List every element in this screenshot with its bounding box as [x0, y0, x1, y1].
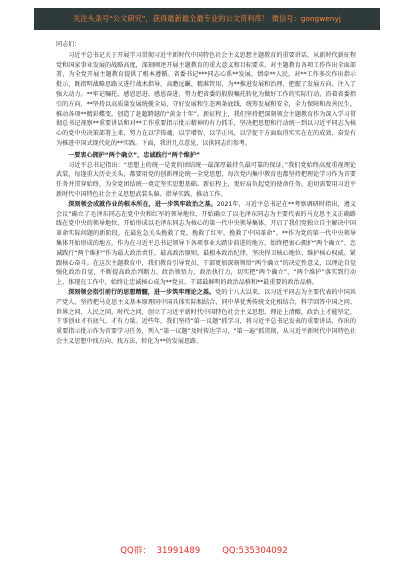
header-banner: 关注头条号"公文研究"，获得最新最全最专业的公文资料库！ 微信号：gongwenyj: [34, 8, 380, 30]
paragraph-section-3: [56, 288, 356, 347]
greeting: 同志们：: [56, 41, 81, 48]
paragraph-intro: 习近平总书记关于开展学习贯彻习近平新时代中国特色社会主义思想主题教育的重要讲话，从新时代新征程党和国家事业发展的战略高度，深刻阐述开展主题教育的重大意义和目标要求，对主题教育各项工作作出全面部署，为全党开展主题教育提供了根本遵循。省委书记***同志心系**发展、情牵**人民，对**工作多次作出指示批示，既指明战略思路又进行战术指导，高瞻远瞩、精准管用，为**推进发展和治理、把握了发展方向、注入了强大动力。**牢记嘱托、感恩思进、感恩奋进，努力把省委的殷殷嘱托转化为做好工作的实际行动，沿着省委指引的方向，**坚持以高质量发展统揽全局，守好发展和生态两条底线，统筹发展和安全，全力保障和改善民生，推动各项**精彩蝶变。创造了赶超跨越的“黄金十年”。新征程上，我们坚持把深刻领会主题教育作为深入学习贯彻总书记视察**重要讲话和对**工作重要指示批示精神的有力抓手，坚决把思想和行动统一到以习近平同志为核心的党中央决策部署上来，努力在以学铸魂、以学增智、以学正风、以学促干方面取得实实在在的成效，奋发有为推进中国式现代化的**实践。下面，我讲几点意见，以供同志们参考。: [56, 51, 356, 147]
paragraph-section-3-body: 党的十八大以来，以习近平同志为主要代表的中国共产党人，坚持把马克思主义基本原理同中国具体实际相结合、同中华优秀传统文化相结合，科学回答中国之问、世界之问、人民之问、时代之问，创立了习近平新时代中国特色社会主义思想，理论上清醒，政治上才能坚定，干事创业才有底气、才有力量。近些年，我们坚持“第一议题”抓学习，将习近平总书记发表的重要讲话、作出的重要指示批示作为首要学习任务，列入“第一议题”及时传达学习，“第一遍”抓贯彻，从习近平新时代中国特色社会主义思想中找方向、找方法，转化为**的发展思路、: [56, 288, 357, 345]
section-heading-1: 一要衷心拥护“两个确立”，忠诚践行“两个维护”: [68, 151, 200, 159]
footer-contact: QQ群： 31991489 QQ:535304092: [120, 546, 288, 556]
subheading-3: 深刻领会指引前行的思想精髓，进一步筑牢理论之基。: [68, 288, 216, 296]
document-body: [56, 40, 356, 347]
subheading-2: 深刻领会成就作业的根本所在，进一步筑牢政治之基。: [68, 200, 217, 208]
paragraph-section-1: 习近平总书记指出：“思想上的统一是党的团结统一最深厚最持久最可靠的保证。”我们党始终高度重视理论武装，每逢重大历史关头，都要用党的创新理论统一全党思想，每次党内集中教育也都坚持把理论学习作为首要任务并贯穿始终，为全党团结统一奠定坚实思想基础。新征程上，更好肩负起党的使命任务，迫切需要用习近平新时代中国特色社会主义思想武装头脑、指导实践、推动工作。: [56, 161, 356, 198]
paragraph-section-2: [56, 200, 356, 288]
paragraph-section-2-body: 2021年，习近平总书记在**考察调研时指出，遵义会议“确立了毛泽东同志在党中央和红军的领导地位，开始确立了以毛泽东同志为主要代表的马克思主义正确路线在党中央的领导地位，开始形成以毛泽东同志为核心的第一代中央领导集体，开启了我们党独立自主解决中国革命实际问题的新阶段，在最危急关头挽救了党、挽救了红军、挽救了中国革命”。**作为党的第一代中央领导集体开始形成的地方，作为在习近平总书记领导下各项事业大踏步前进的地方，始终把衷心拥护“两个确立”、忠诚践行“两个维护”作为最大政治责任、最高政治原则、最根本政治纪律，坚决捍卫核心地位、维护核心权威、紧跟核心奋斗。在这次主题教育中，我们教育引导党员、干部更加深刻领悟“两个确立”的决定性意义，以理论自觉强化政治自觉，不断提高政治判断力、政治领悟力、政治执行力，切实把“两个确立”、“两个维护”落实到行动上、体现在工作中，始终让忠诚核心成为**党员、干部最鲜明的政治品格和**最重要的政治品格。: [56, 200, 356, 287]
